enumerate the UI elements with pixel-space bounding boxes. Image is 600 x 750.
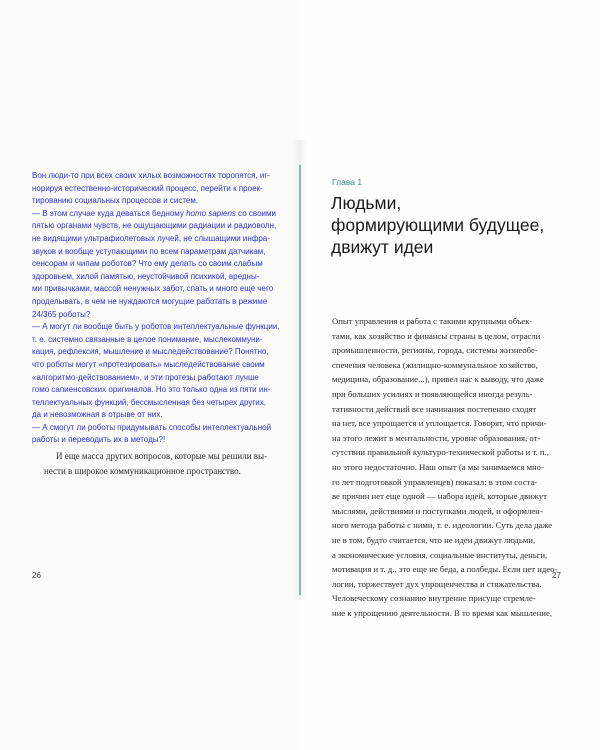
gutter-line <box>299 165 301 595</box>
page-number-right: 27 <box>552 571 561 580</box>
dialogue-block <box>32 170 287 447</box>
dialogue-paragraph: — А смогут ли роботы придумывать способы интеллектуальной работы и переводить их в методы?! <box>32 422 272 445</box>
dialogue-paragraph <box>32 208 287 321</box>
chapter-title-line: Людьми, <box>331 193 402 213</box>
dialogue-paragraph: Вон люди-то при всех своих хилых возможностях торопятся, иг- норируя естественно-исторический процесс, перейти к проек- тированию социальных процессов и систем. <box>32 171 270 206</box>
chapter-title-line: формирующими будущее, <box>331 215 545 235</box>
chapter-title-line: движут идеи <box>331 237 434 257</box>
body-paragraph: Опыт управления и работа с такими крупными объек- тами, как хозяйство и финансы страны в целом, отрасли промышленности, регионы, города, системы жизнеобе- спечения человека (жилищно-коммунальное хозяйство, медицина, образование...), привел нас к выводу, что даже при больших усилиях и появляющейся иногда резуль- тативности действий все начинания постепенно сходят на нет, все упрощается и уплощается. Говорят, что причи- на этого лежит в ментальности, уровне образования, от- сутствии правильной культуро-технической работы и т. п., но этого недостаточно. Наш опыт (а мы занимаемся мно- го лет подготовкой управленцев) показал: в этом соста- ве причин нет еще одной — набора идей, которые движут мыслями, действиями и поступками людей, и оформлен- ного метода работы с ними, т. е. идеологии. Суть дела даже не в том, будто считается, что не идеи движут людьми, а экономические условия, социальные институты, деньги, мотивация и т. д., это еще не беда, а полбеды. Если нет идео- логии, торжествует дух упрощенчества и стяжательства. Человеческому сознанию внутренне присуще стремле- ние к упрощению деятельности. В то время как мышление, <box>332 316 558 618</box>
dialogue-text: — В этом случае куда деваться бедному <box>32 208 187 218</box>
left-body-text <box>44 449 282 479</box>
dialogue-italic: homo sapiens <box>186 208 236 218</box>
body-paragraph: И еще масса других вопросов, которые мы решили вы- нести в широкое коммуникационное пространство. <box>44 451 268 476</box>
right-body-text <box>332 314 572 620</box>
dialogue-paragraph: — А могут ли вообще быть у роботов интеллектуальные функции, т. е. системно связанные в целое понимание, мыслекоммуни- кация, рефлексия, мышление и мыследействование? Понятно, что роботы могут «протезировать» мыследействование своим «алгоритмо-действованием», и эти протезы работают лучше гомо сапиенсовских оригиналов. Но это только одна из пяти ин- теллектуальных функций, бессмысленная без четырех других, да и невозможная в отрыве от них. <box>32 322 280 420</box>
chapter-title <box>331 192 581 258</box>
chapter-label: Глава 1 <box>332 177 363 187</box>
page-number-left: 26 <box>32 571 41 580</box>
dialogue-text: со своими пятью органами чувств, не ощущающими радиации и радиоволн, не видящими ультрафиолетовых лучей, не слышащими инфра- звуков и вообще уступающими по всем параметрам датчикам, сенсорам и чипам роботов? Что ему делать со своим слабым здоровьем, хилой памятью, неустойчивой психикой, вредны- ми привычками, массой ненужных забот, спать и много еще чего проделывать, в чем не нуждаются могущие работать в режиме 24/365 роботы? <box>32 208 277 319</box>
